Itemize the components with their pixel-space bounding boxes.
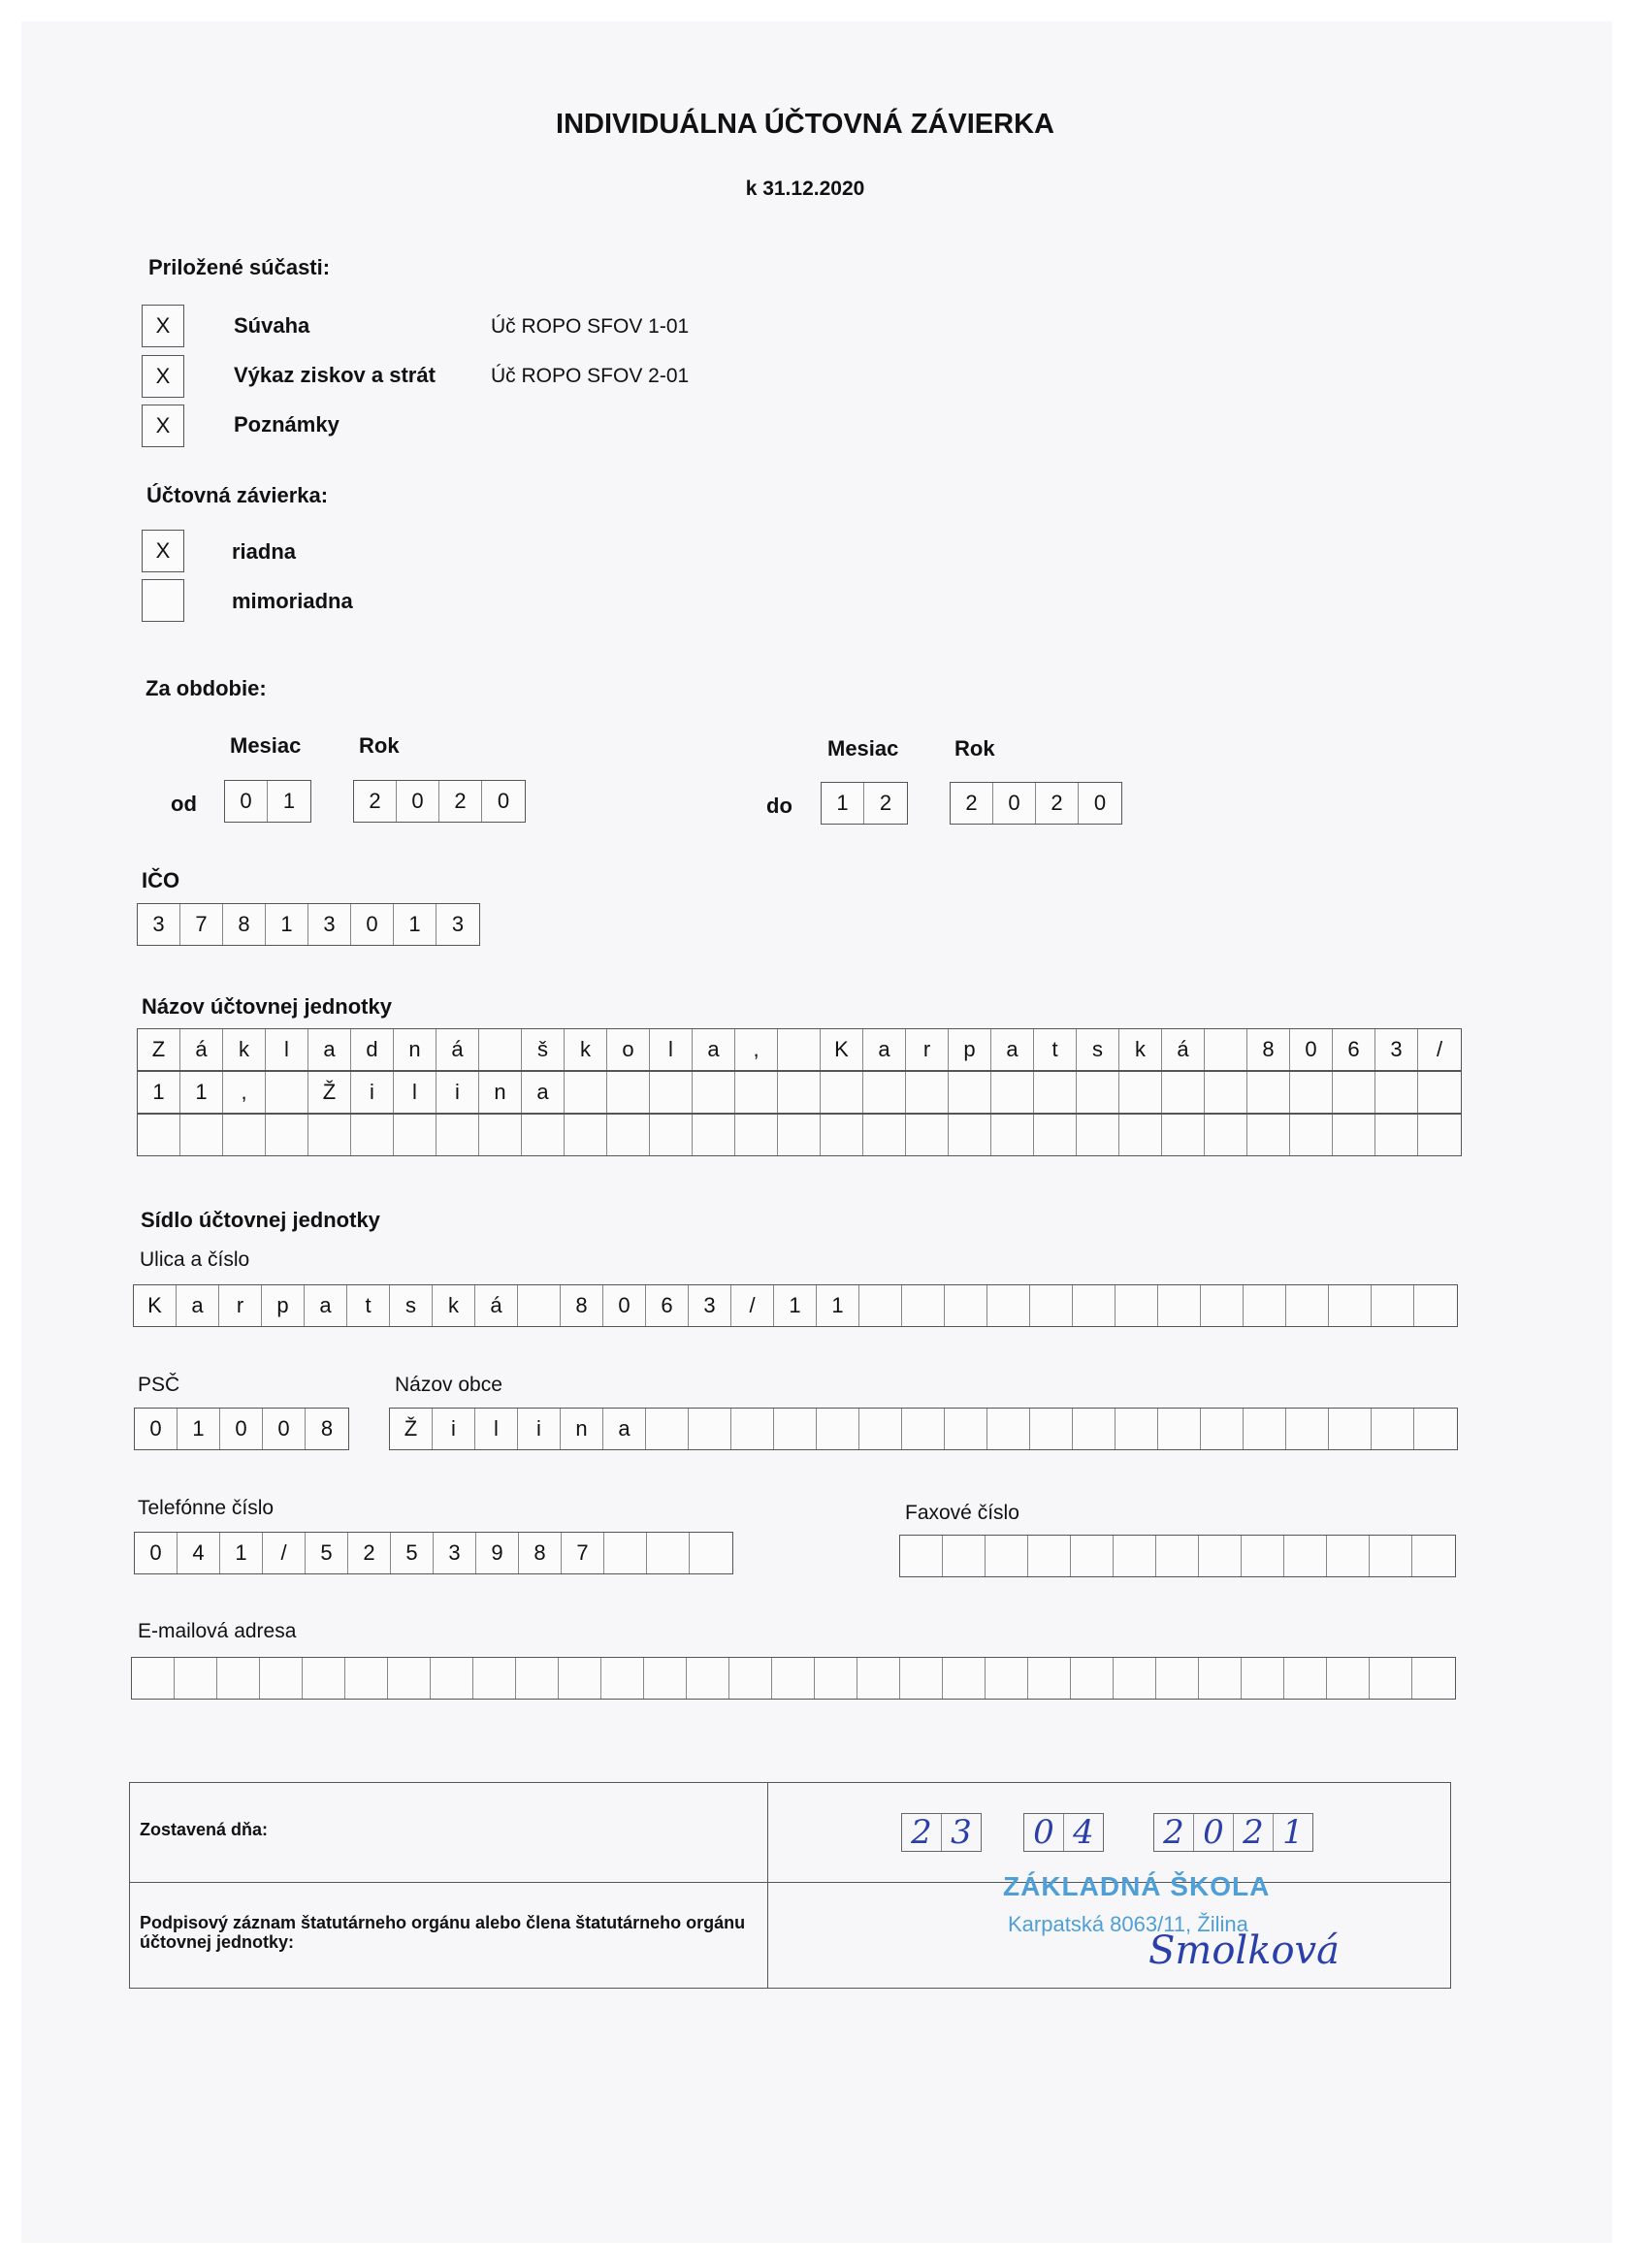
entity-name-label: Názov účtovnej jednotky (142, 994, 392, 1019)
char-cell (1242, 1536, 1284, 1576)
city-field[interactable] (389, 1408, 1458, 1450)
char-cell (1156, 1536, 1199, 1576)
ico-label: IČO (142, 868, 180, 892)
char-cell: p (262, 1285, 305, 1326)
char-cell: 3 (138, 904, 180, 945)
char-cell (607, 1072, 650, 1113)
char-cell (774, 1409, 817, 1449)
char-cell (778, 1115, 821, 1155)
char-cell (1333, 1072, 1375, 1113)
char-cell: 1 (817, 1285, 859, 1326)
digit-cell: 0 (1194, 1814, 1234, 1851)
to-month-field[interactable] (821, 782, 908, 825)
char-cell: 1 (266, 904, 308, 945)
char-cell (1199, 1536, 1242, 1576)
entity-name-row-2[interactable] (137, 1071, 1462, 1114)
digit-cell: 0 (397, 781, 439, 822)
char-cell (650, 1115, 693, 1155)
table-divider (767, 1783, 768, 1988)
char-cell: l (266, 1029, 308, 1070)
fax-field[interactable] (899, 1535, 1456, 1577)
char-cell: i (518, 1409, 561, 1449)
char-cell: 3 (451, 912, 465, 936)
char-cell (986, 1658, 1028, 1699)
char-cell (1030, 1409, 1073, 1449)
digit-cell: 2 (1234, 1814, 1274, 1851)
char-cell (436, 1115, 479, 1155)
char-cell: a (177, 1285, 219, 1326)
char-cell (900, 1658, 943, 1699)
char-cell: á (436, 1029, 479, 1070)
char-cell: 7 (562, 1533, 604, 1573)
char-cell (516, 1658, 559, 1699)
char-cell (1412, 1536, 1455, 1576)
char-cell: 1 (138, 1072, 180, 1113)
char-cell: l (394, 1072, 436, 1113)
char-cell: p (949, 1029, 991, 1070)
char-cell: 5 (306, 1533, 348, 1573)
char-cell (345, 1658, 388, 1699)
char-cell (1205, 1115, 1247, 1155)
char-cell: r (219, 1285, 262, 1326)
char-cell (735, 1072, 778, 1113)
checkbox-mimoriadna[interactable] (142, 579, 184, 622)
char-cell (1375, 1072, 1418, 1113)
char-cell (817, 1409, 859, 1449)
to-month-label: Mesiac (827, 736, 899, 761)
char-cell: 0 (263, 1409, 306, 1449)
digit-cell: 0 (993, 783, 1036, 824)
digit-cell: 2 (1154, 1814, 1194, 1851)
char-cell (693, 1115, 735, 1155)
char-cell: a (693, 1029, 735, 1070)
from-year-field[interactable] (353, 780, 526, 823)
char-cell: 3 (434, 1533, 476, 1573)
city-label: Názov obce (395, 1374, 502, 1396)
char-cell (1205, 1072, 1247, 1113)
char-cell: 3 (1375, 1029, 1418, 1070)
char-cell (687, 1658, 729, 1699)
char-cell (821, 1115, 863, 1155)
char-cell: 0 (135, 1409, 178, 1449)
char-cell (1071, 1658, 1114, 1699)
document-date: k 31.12.2020 (745, 178, 865, 200)
char-cell: t (1034, 1029, 1077, 1070)
char-cell (1077, 1072, 1119, 1113)
char-cell (1030, 1285, 1073, 1326)
char-cell (1327, 1658, 1370, 1699)
char-cell (473, 1658, 516, 1699)
char-cell: 7 (180, 904, 223, 945)
char-cell (1158, 1285, 1201, 1326)
char-cell (431, 1658, 473, 1699)
char-cell: 8 (223, 904, 266, 945)
char-cell (949, 1072, 991, 1113)
char-cell: á (475, 1285, 518, 1326)
checkbox-suvaha[interactable]: X (142, 305, 184, 347)
digit-cell: 0 (225, 781, 268, 822)
attachment-label-vykaz: Výkaz ziskov a strát (234, 363, 436, 387)
char-cell (731, 1409, 774, 1449)
char-cell (1329, 1285, 1372, 1326)
char-cell: l (475, 1409, 518, 1449)
checkbox-poznamky[interactable]: X (142, 405, 184, 447)
statement-type-heading: Účtovná závierka: (146, 483, 329, 507)
char-cell (479, 1029, 522, 1070)
digit-cell: 2 (439, 781, 482, 822)
char-cell: 0 (1290, 1029, 1333, 1070)
char-cell: o (607, 1029, 650, 1070)
char-cell: a (305, 1285, 347, 1326)
char-cell (1073, 1285, 1116, 1326)
char-cell: , (223, 1072, 266, 1113)
digit-cell: 2 (354, 781, 397, 822)
char-cell: / (263, 1533, 306, 1573)
char-cell: 4 (178, 1533, 220, 1573)
char-cell: 3 (689, 1285, 731, 1326)
char-cell (689, 1409, 731, 1449)
char-cell: 1 (774, 1285, 817, 1326)
char-cell: á (1162, 1029, 1205, 1070)
char-cell (1028, 1536, 1071, 1576)
char-cell (388, 1658, 431, 1699)
prepared-date-label: Zostavená dňa: (140, 1820, 269, 1839)
char-cell: 8 (320, 1416, 334, 1441)
entity-name-row-1[interactable] (137, 1028, 1462, 1071)
fax-label: Faxové číslo (905, 1502, 1019, 1524)
digit-cell: 1 (822, 783, 864, 824)
prepared-day[interactable] (901, 1813, 982, 1852)
char-cell (690, 1533, 732, 1573)
char-cell: 1 (394, 904, 436, 945)
digit-cell: 1 (282, 789, 296, 813)
char-cell: n (561, 1409, 603, 1449)
from-month-label: Mesiac (230, 733, 302, 758)
char-cell: 8 (519, 1533, 562, 1573)
char-cell (1156, 1658, 1199, 1699)
char-cell (1034, 1115, 1077, 1155)
char-cell: i (436, 1072, 479, 1113)
char-cell (821, 1072, 863, 1113)
digit-cell: 1 (1282, 1813, 1304, 1852)
char-cell: 9 (476, 1533, 519, 1573)
char-cell (1071, 1536, 1114, 1576)
char-cell (859, 1409, 902, 1449)
char-cell (1119, 1072, 1162, 1113)
char-cell (644, 1658, 687, 1699)
digit-cell: 4 (1073, 1813, 1094, 1852)
char-cell (772, 1658, 815, 1699)
char-cell (565, 1072, 607, 1113)
char-cell (132, 1658, 175, 1699)
to-label: do (766, 794, 792, 818)
char-cell: K (134, 1285, 177, 1326)
char-cell: á (180, 1029, 223, 1070)
psc-field[interactable] (134, 1408, 349, 1450)
prepared-year[interactable] (1153, 1813, 1313, 1852)
char-cell (175, 1658, 217, 1699)
to-year-field[interactable] (950, 782, 1122, 825)
char-cell (902, 1285, 945, 1326)
phone-field[interactable] (134, 1532, 733, 1574)
char-cell (604, 1533, 647, 1573)
char-cell: i (433, 1409, 475, 1449)
attachment-code-suvaha: Úč ROPO SFOV 1-01 (491, 315, 690, 338)
char-cell (1116, 1409, 1158, 1449)
char-cell: n (394, 1029, 436, 1070)
checkbox-riadna[interactable]: X (142, 530, 184, 572)
statement-label-mimoriadna: mimoriadna (232, 589, 353, 613)
char-cell (1286, 1285, 1329, 1326)
stamp-school-name: ZÁKLADNÁ ŠKOLA (1003, 1871, 1271, 1901)
char-cell: 1 (178, 1409, 220, 1449)
char-cell (647, 1533, 690, 1573)
char-cell (945, 1285, 987, 1326)
handwritten-signature: Smolková (1148, 1928, 1340, 1973)
char-cell (902, 1409, 945, 1449)
char-cell: k (433, 1285, 475, 1326)
char-cell: a (863, 1029, 906, 1070)
char-cell (1199, 1658, 1242, 1699)
from-month-field[interactable] (224, 780, 311, 823)
char-cell: 2 (348, 1533, 391, 1573)
char-cell (1114, 1658, 1156, 1699)
char-cell (1329, 1409, 1372, 1449)
char-cell (601, 1658, 644, 1699)
char-cell: / (731, 1285, 774, 1326)
char-cell (1284, 1536, 1327, 1576)
char-cell (815, 1658, 857, 1699)
char-cell (266, 1115, 308, 1155)
char-cell (1327, 1536, 1370, 1576)
char-cell (900, 1536, 943, 1576)
char-cell (559, 1658, 601, 1699)
char-cell (1418, 1115, 1461, 1155)
char-cell: 8 (561, 1285, 603, 1326)
char-cell (943, 1658, 986, 1699)
char-cell (945, 1409, 987, 1449)
char-cell: 6 (646, 1285, 689, 1326)
char-cell (1418, 1072, 1461, 1113)
phone-label: Telefónne číslo (138, 1497, 275, 1519)
char-cell (266, 1072, 308, 1113)
char-cell (607, 1115, 650, 1155)
char-cell (1247, 1072, 1290, 1113)
char-cell (1119, 1115, 1162, 1155)
checkbox-vykaz[interactable]: X (142, 355, 184, 398)
char-cell (1162, 1115, 1205, 1155)
char-cell (1116, 1285, 1158, 1326)
char-cell (138, 1115, 180, 1155)
to-year-label: Rok (954, 736, 995, 761)
char-cell (949, 1115, 991, 1155)
char-cell (1242, 1658, 1284, 1699)
attachment-label-suvaha: Súvaha (234, 313, 310, 338)
char-cell (906, 1072, 949, 1113)
char-cell (1290, 1072, 1333, 1113)
char-cell: s (390, 1285, 433, 1326)
digit-cell: 3 (951, 1813, 972, 1852)
email-field[interactable] (131, 1657, 1456, 1700)
char-cell (1244, 1285, 1286, 1326)
digit-cell: 0 (497, 789, 510, 813)
char-cell (1333, 1115, 1375, 1155)
char-cell: 5 (391, 1533, 434, 1573)
char-cell (1375, 1115, 1418, 1155)
char-cell (778, 1072, 821, 1113)
char-cell (351, 1115, 394, 1155)
char-cell: t (347, 1285, 390, 1326)
char-cell (522, 1115, 565, 1155)
digit-cell: 2 (902, 1814, 942, 1851)
char-cell: k (565, 1029, 607, 1070)
char-cell: 1 (180, 1072, 223, 1113)
char-cell (1412, 1658, 1455, 1699)
char-cell: 6 (1333, 1029, 1375, 1070)
char-cell (778, 1029, 821, 1070)
seat-heading: Sídlo účtovnej jednotky (141, 1208, 380, 1232)
char-cell: 0 (603, 1285, 646, 1326)
prepared-month[interactable] (1023, 1813, 1104, 1852)
document-title: INDIVIDUÁLNA ÚČTOVNÁ ZÁVIERKA (556, 109, 1054, 140)
char-cell: 3 (308, 904, 351, 945)
char-cell: š (522, 1029, 565, 1070)
attachment-code-vykaz: Úč ROPO SFOV 2-01 (491, 365, 690, 387)
char-cell: Z (138, 1029, 180, 1070)
digit-cell: 0 (1024, 1814, 1064, 1851)
char-cell: a (603, 1409, 646, 1449)
char-cell (565, 1115, 607, 1155)
char-cell (1284, 1658, 1327, 1699)
char-cell (1244, 1409, 1286, 1449)
char-cell: / (1436, 1037, 1443, 1061)
attachment-label-poznamky: Poznámky (234, 412, 340, 437)
char-cell (729, 1658, 772, 1699)
char-cell (260, 1658, 303, 1699)
char-cell: Ž (308, 1072, 351, 1113)
char-cell: 8 (1247, 1029, 1290, 1070)
char-cell (1162, 1072, 1205, 1113)
char-cell (1370, 1536, 1412, 1576)
char-cell: k (1119, 1029, 1162, 1070)
char-cell (1073, 1409, 1116, 1449)
digit-cell: 2 (879, 791, 892, 815)
char-cell (857, 1658, 900, 1699)
char-cell: 0 (220, 1409, 263, 1449)
char-cell (1372, 1285, 1414, 1326)
char-cell (987, 1285, 1030, 1326)
char-cell (991, 1115, 1034, 1155)
signature-record-label: Podpisový záznam štatutárneho orgánu alebo člena štatutárneho orgánu účtovnej jednotky: (140, 1913, 746, 1952)
char-cell (1205, 1029, 1247, 1070)
char-cell (1028, 1658, 1071, 1699)
char-cell: K (821, 1029, 863, 1070)
char-cell (308, 1115, 351, 1155)
char-cell: r (906, 1029, 949, 1070)
signature-table (129, 1782, 1451, 1989)
char-cell (1414, 1285, 1457, 1326)
char-cell (1370, 1658, 1412, 1699)
digit-cell: 0 (1093, 791, 1107, 815)
char-cell: a (991, 1029, 1034, 1070)
char-cell (394, 1115, 436, 1155)
ico-field[interactable] (137, 903, 480, 946)
char-cell (303, 1658, 345, 1699)
statement-label-riadna: riadna (232, 539, 297, 564)
char-cell (863, 1072, 906, 1113)
char-cell (1290, 1115, 1333, 1155)
char-cell (991, 1072, 1034, 1113)
char-cell (863, 1115, 906, 1155)
char-cell (943, 1536, 986, 1576)
char-cell: i (351, 1072, 394, 1113)
char-cell (1247, 1115, 1290, 1155)
char-cell (650, 1072, 693, 1113)
attachments-heading: Priložené súčasti: (148, 255, 331, 279)
char-cell (1158, 1409, 1201, 1449)
char-cell (217, 1658, 260, 1699)
char-cell (1034, 1072, 1077, 1113)
char-cell (1372, 1409, 1414, 1449)
char-cell (180, 1115, 223, 1155)
char-cell (906, 1115, 949, 1155)
char-cell (693, 1072, 735, 1113)
char-cell (735, 1115, 778, 1155)
char-cell: a (522, 1072, 565, 1113)
char-cell: 1 (220, 1533, 263, 1573)
digit-cell: 2 (951, 783, 993, 824)
char-cell: 0 (351, 904, 394, 945)
street-label: Ulica a číslo (140, 1248, 250, 1271)
char-cell (1201, 1285, 1244, 1326)
char-cell (986, 1536, 1028, 1576)
char-cell (223, 1115, 266, 1155)
char-cell (1286, 1409, 1329, 1449)
stamp-address: Karpatská 8063/11, Žilina (1008, 1912, 1248, 1936)
char-cell (1114, 1536, 1156, 1576)
char-cell: 0 (135, 1533, 178, 1573)
psc-label: PSČ (138, 1374, 180, 1396)
street-field[interactable] (133, 1284, 1458, 1327)
email-label: E-mailová adresa (138, 1620, 297, 1642)
char-cell (859, 1285, 902, 1326)
entity-name-row-3[interactable] (137, 1114, 1462, 1156)
char-cell (479, 1115, 522, 1155)
char-cell: l (650, 1029, 693, 1070)
from-year-label: Rok (359, 733, 400, 758)
char-cell (987, 1409, 1030, 1449)
from-label: od (171, 792, 197, 816)
char-cell: d (351, 1029, 394, 1070)
char-cell (646, 1409, 689, 1449)
char-cell (518, 1285, 561, 1326)
char-cell: Ž (390, 1409, 433, 1449)
char-cell (1201, 1409, 1244, 1449)
period-heading: Za obdobie: (146, 676, 267, 700)
char-cell: n (479, 1072, 522, 1113)
digit-cell: 2 (1036, 783, 1079, 824)
char-cell: a (308, 1029, 351, 1070)
char-cell (1414, 1409, 1457, 1449)
char-cell (1077, 1115, 1119, 1155)
char-cell: , (735, 1029, 778, 1070)
char-cell: s (1077, 1029, 1119, 1070)
char-cell: k (223, 1029, 266, 1070)
